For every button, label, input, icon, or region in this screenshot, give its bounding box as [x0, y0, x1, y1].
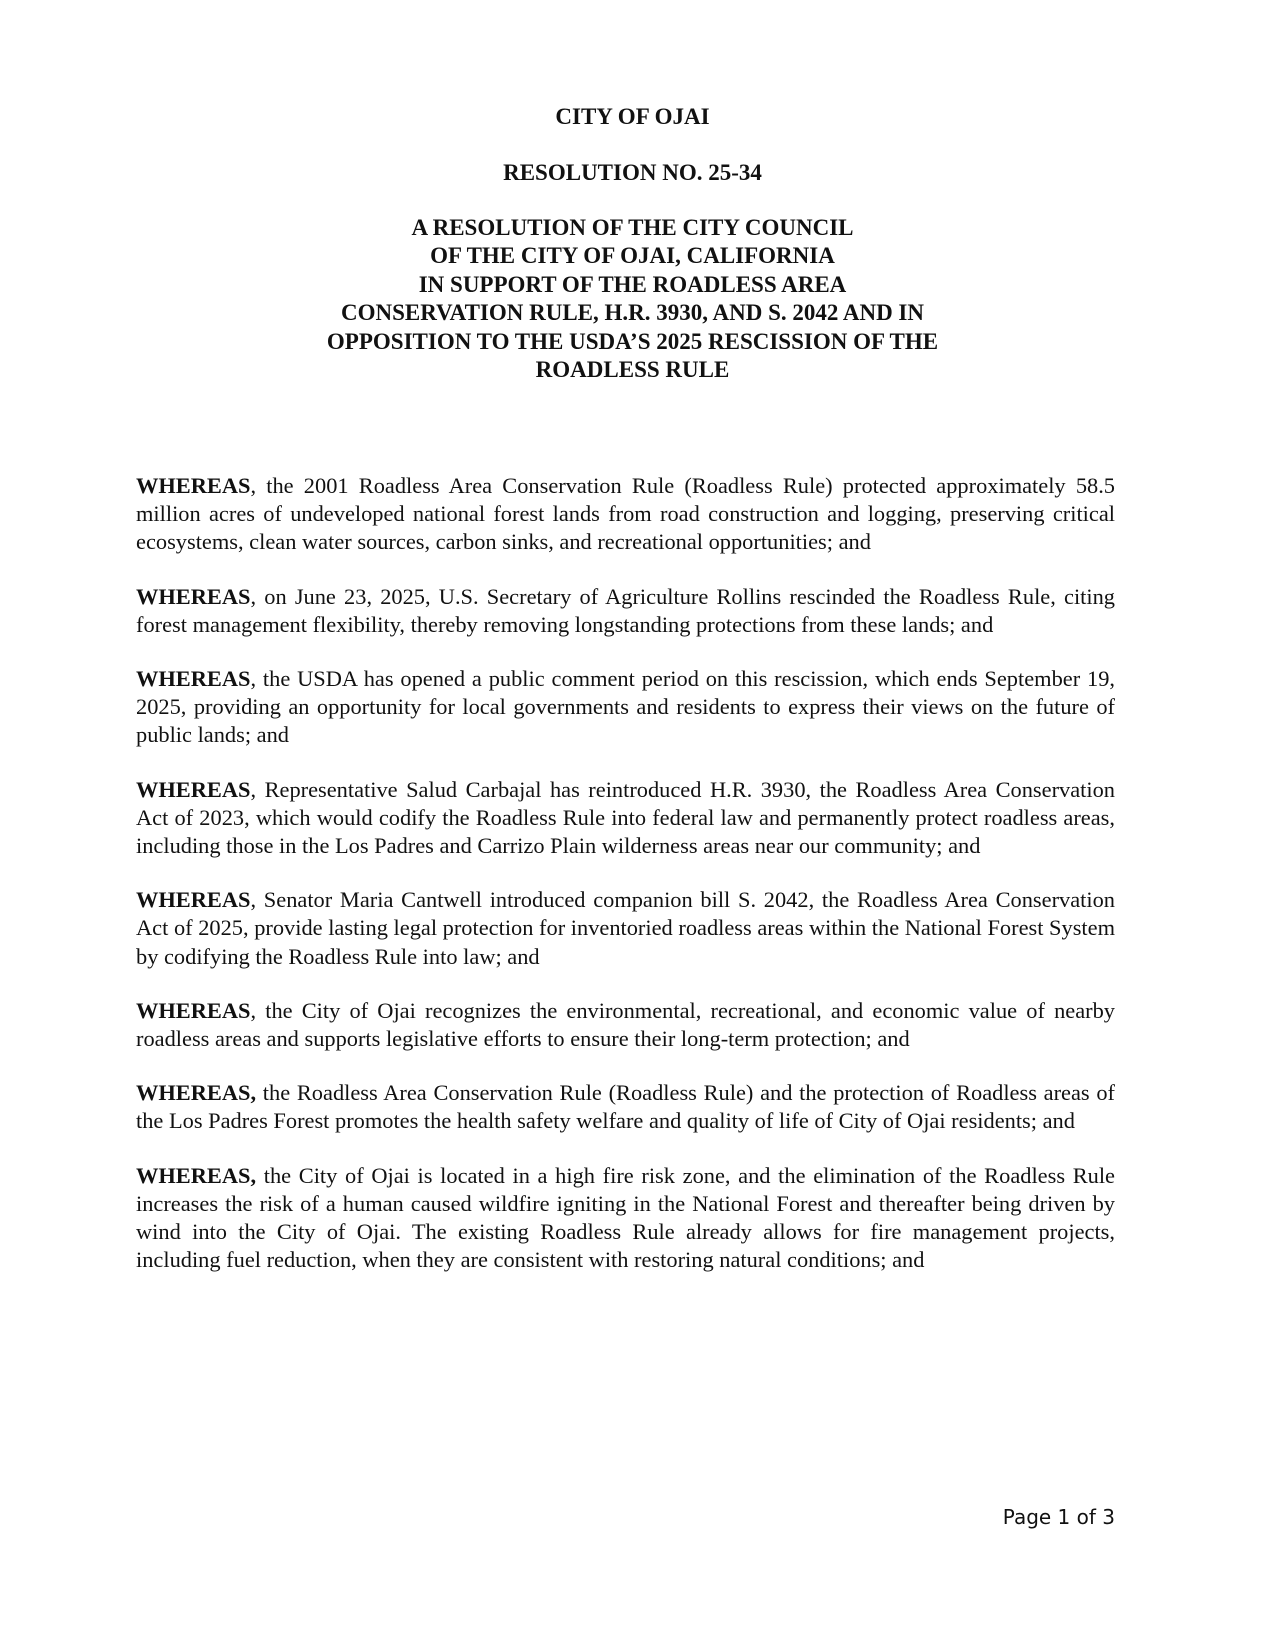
- title-line: ROADLESS RULE: [535, 357, 730, 383]
- recitals-body: [136, 472, 1115, 1300]
- whereas-paragraph: [136, 665, 1115, 750]
- whereas-lead: WHEREAS: [136, 997, 251, 1023]
- whereas-text: , the 2001 Roadless Area Conservation Rule (Roadless Rule) protected approximately 58.5 million acres of undeveloped national forest lands from road construction and logging, preserving critical ecosystems, clean water sources, carbon sinks, and recreational opportunities; and: [136, 473, 1115, 555]
- whereas-lead: WHEREAS,: [136, 1162, 257, 1188]
- whereas-lead: WHEREAS: [136, 776, 251, 802]
- whereas-lead: WHEREAS: [136, 666, 251, 692]
- whereas-paragraph: [136, 472, 1115, 557]
- whereas-text: , on June 23, 2025, U.S. Secretary of Agriculture Rollins rescinded the Roadless Rule, citing forest management flexibility, thereby removing longstanding protections from these lands; and: [136, 583, 1115, 637]
- whereas-lead: WHEREAS: [136, 583, 251, 609]
- title-line: IN SUPPORT OF THE ROADLESS AREA: [418, 271, 847, 297]
- whereas-text: the Roadless Area Conservation Rule (Roadless Rule) and the protection of Roadless areas of the Los Padres Forest promotes the health safety welfare and quality of life of City of Ojai residents; and: [136, 1080, 1115, 1134]
- whereas-paragraph: [136, 886, 1115, 971]
- whereas-text: the City of Ojai is located in a high fire risk zone, and the elimination of the Roadless Rule increases the risk of a human caused wildfire igniting in the National Forest and thereafter being driven by wind into the City of Ojai. The existing Roadless Rule already allows for fire management projects, including fuel reduction, when they are consistent with restoring natural conditions; and: [136, 1162, 1115, 1273]
- title-line: A RESOLUTION OF THE CITY COUNCIL: [411, 215, 854, 240]
- whereas-text: , Senator Maria Cantwell introduced companion bill S. 2042, the Roadless Area Conservation Act of 2025, provide lasting legal protection for inventoried roadless areas within the National Forest System by codifying the Roadless Rule into law; and: [136, 887, 1115, 969]
- whereas-paragraph: [136, 1079, 1115, 1135]
- whereas-lead: WHEREAS,: [136, 1080, 257, 1106]
- whereas-lead: WHEREAS: [136, 473, 251, 498]
- title-line: OPPOSITION TO THE USDA’S 2025 RESCISSION OF THE: [326, 328, 939, 354]
- whereas-paragraph: [136, 1162, 1115, 1275]
- city-heading: CITY OF OJAI: [555, 104, 710, 129]
- resolution-title: [0, 214, 1265, 384]
- whereas-text: , Representative Salud Carbajal has reintroduced H.R. 3930, the Roadless Area Conservation Act of 2023, which would codify the Roadless Rule into federal law and permanently protect roadless areas, including those in the Los Padres and Carrizo Plain wilderness areas near our community; and: [136, 776, 1115, 859]
- title-line: CONSERVATION RULE, H.R. 3930, AND S. 2042 AND IN: [340, 300, 924, 326]
- whereas-text: , the City of Ojai recognizes the environmental, recreational, and economic value of nearby roadless areas and supports legislative efforts to ensure their long-term protection; and: [136, 997, 1115, 1052]
- whereas-paragraph: [136, 997, 1115, 1053]
- title-line: OF THE CITY OF OJAI, CALIFORNIA: [430, 243, 835, 269]
- whereas-paragraph: [136, 583, 1115, 639]
- whereas-text: , the USDA has opened a public comment period on this rescission, which ends September 19, 2025, providing an opportunity for local governments and residents to express their views on the future of public lands; and: [136, 666, 1115, 748]
- whereas-paragraph: [136, 776, 1115, 861]
- whereas-lead: WHEREAS: [136, 887, 251, 913]
- resolution-number: RESOLUTION NO. 25-34: [503, 160, 762, 185]
- page-number: Page 1 of 3: [1002, 1505, 1115, 1529]
